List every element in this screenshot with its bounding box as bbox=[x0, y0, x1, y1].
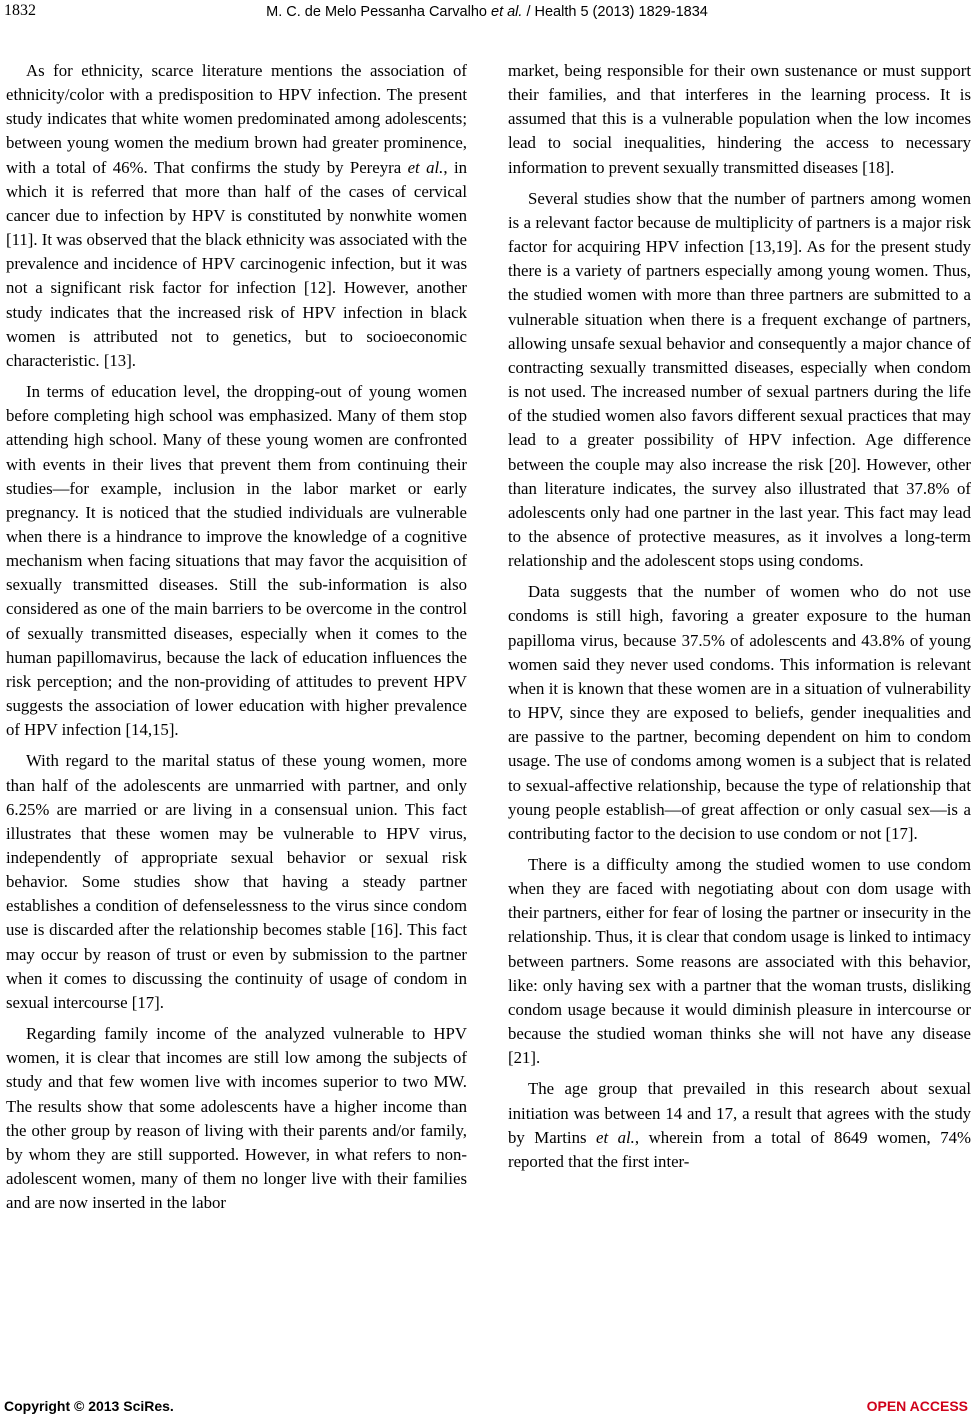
paragraph-ethnicity: As for ethnicity, scarce literature mentions the association of ethnicity/color with a predisposition to HPV infection. The present study indicates that white women predominated among adolescents; between young women the medium brown had greater prominence, with a total of 46%. That confirms the study by Pereyra et al., in which it is referred that more than half of the cases of cervical cancer due to infection by HPV is constituted by nonwhite women [11]. It was observed that the black ethnicity was associated with the prevalence and incidence of HPV carcinogenic infection, but it was not a significant risk factor for infection [12]. However, another study indicates that the increased risk of HPV infection in black women is attributed not to genetics, but to socioeconomic characteristic. [13]. bbox=[6, 61, 468, 370]
paragraph-income-continued: market, being responsible for their own sustenance or must support their families, and that interferes in the learning process. It is assumed that this is a vulnerable population when the low incomes lead to social inequalities, hindering the access to necessary information to prevent sexually transmitted diseases [18]. bbox=[508, 61, 971, 177]
footer-copyright: Copyright © 2013 SciRes. bbox=[4, 1398, 174, 1414]
left-column bbox=[6, 59, 467, 1222]
running-head: M. C. de Melo Pessanha Carvalho et al. / Health 5 (2013) 1829-1834 bbox=[266, 4, 708, 20]
paragraph-condom-negotiation: There is a difficulty among the studied women to use condom when they are faced with negotiating about con dom usage with their partners, either for fear of losing the partner or insecurity in the relationship. Thus, it is clear that condom usage is linked to intimacy between partners. Some reasons are associated with this behavior, like: only having sex with a partner that the woman trusts, disliking condom usage because it would diminish pleasure in intercourse or because the studied woman thinks she will not have any disease [21]. bbox=[508, 855, 971, 1068]
paragraph-partners: Several studies show that the number of partners among women is a relevant factor because de multiplicity of partners is a major risk factor for acquiring HPV infection [13,19]. As for the present study there is a variety of partners especially among young women. Thus, the studied women with more than three partners are submitted to a vulnerable situation when there is a frequent exchange of partners, allowing unsafe sexual behavior and consequently a major chance of contracting sexually transmitted diseases, especially when condom is not used. The increased number of sexual partners during the life of the studied women also favors different sexual practices that may lead to a greater possibility of HPV infection. Age difference between the couple may also increase the risk [20]. However, other than literature indicates, the survey also illustrated that 37.8% of adolescents only had one partner in the last year. This fact may lead to the absence of protective measures, as it involves a long-term relationship and the adolescent stops using condoms. bbox=[508, 188, 971, 571]
paragraph-education: In terms of education level, the dropping-out of young women before completing high school was emphasized. Many of them stop attending high school. Many of these young women are confronted with events in their lives that prevent them from continuing their studies—for example, inclusion in the labor market or early pregnancy. It is noticed that the studied individuals are vulnerable when there is a hindrance to improve the knowledge of a cognitive mechanism when facing situations that may favor the acquisition of sexually transmitted diseases. Still the sub-information is also considered as one of the main barriers to be overcome in the control of sexually transmitted diseases, especially when it comes to the human papillomavirus, because the lack of education influences the risk perception; and the non-providing of attitudes to prevent HPV suggests the association of lower education with higher prevalence of HPV infection [14,15]. bbox=[6, 382, 467, 740]
paragraph-marital-status: With regard to the marital status of these young women, more than half of the adolescents are unmarried with partner, and only 6.25% are married or are living in a consensual union. This fact illustrates that these women may be vulnerable to HPV virus, independently of appropriate sexual behavior or sexual risk behavior. Some studies show that having a steady partner establishes a condition of defenselessness to the virus since condom use is discarded after the relationship becomes stable [16]. This fact may occur by reason of trust or even by submission to the partner when it comes to discussing the continuity of usage of condom in sexual intercourse [17]. bbox=[6, 751, 467, 1012]
page-number: 1832 bbox=[4, 2, 36, 19]
paragraph-condom-use: Data suggests that the number of women who do not use condoms is still high, favoring a greater exposure to the human papilloma virus, because 37.5% of adolescents and 43.8% of young women said they never used condoms. This information is relevant when it is known that these women are in a situation of vulnerability to HPV, since they are exposed to beliefs, gender inequalities and are passive to the partner, becoming dependent on him to condom usage. The use of condoms among women is a subject that is related to sexual-affective relationship, because the type of relationship that young people establish—of great affection or only casual sex—is a contributing factor to the decision to use condom or not [17]. bbox=[508, 582, 971, 843]
right-column bbox=[508, 59, 971, 1181]
paragraph-family-income: Regarding family income of the analyzed vulnerable to HPV women, it is clear that incomes are still low among the subjects of study and that few women live with incomes superior to two MW. The results show that some adolescents have a higher income than the other group by reason of living with their parents and/or family, by whom they are still supported. However, in what refers to non-adolescent women, many of them no longer live with their families and are now inserted in the labor bbox=[6, 1024, 467, 1213]
footer-open-access: OPEN ACCESS bbox=[866, 1398, 968, 1414]
paragraph-sexual-initiation: The age group that prevailed in this research about sexual initiation was between 14 and 17, a result that agrees with the study by Martins et al., wherein from a total of 8649 women, 74% reported that the first inter- bbox=[508, 1079, 971, 1171]
